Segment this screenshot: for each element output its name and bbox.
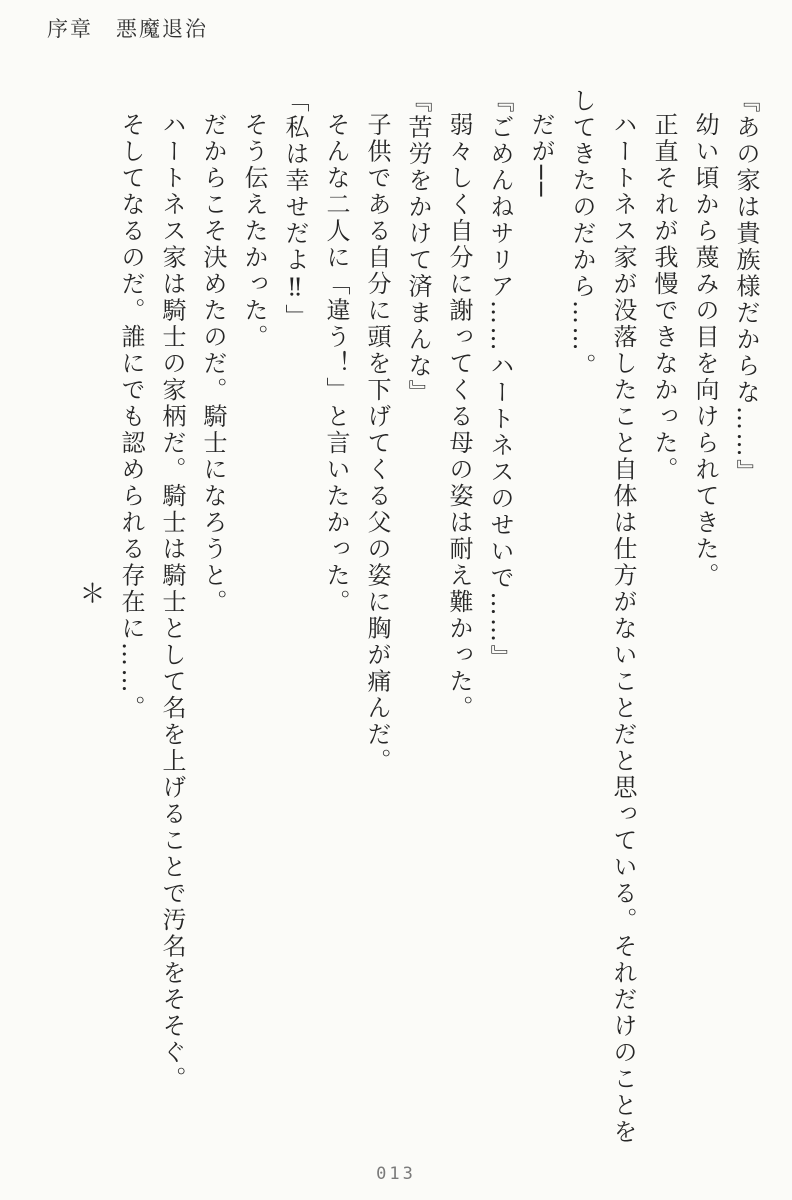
text-line: してきたのだから……。 (568, 88, 596, 380)
text-line: 正直それが我慢できなかった。 (650, 112, 678, 483)
chapter-header: 序章 悪魔退治 (47, 17, 208, 41)
text-line: 『苦労をかけて済まんな』 (404, 88, 432, 406)
page-number: 013 (376, 1164, 416, 1184)
text-line: そんな二人に「違う！」と言いたかった。 (322, 112, 350, 616)
text-line: 「私は幸せだよ‼」 (281, 88, 309, 331)
text-line: 弱々しく自分に謝ってくる母の姿は耐え難かった。 (445, 112, 473, 722)
text-line: ハートネス家が没落したこと自体は仕方がないことだと思っている。それだけのことを (609, 112, 637, 1146)
text-line: そう伝えたかった。 (240, 112, 268, 351)
text-line: 『あの家は貴族様だからな……』 (732, 88, 760, 486)
text-line: 幼い頃から蔑みの目を向けられてきた。 (691, 112, 719, 589)
text-line: 『ごめんねサリア……ハートネスのせいで……』 (486, 88, 514, 671)
text-line: そしてなるのだ。誰にでも認められる存在に……。 (117, 112, 145, 722)
text-line: ハートネス家は騎士の家柄だ。騎士は騎士として名を上げることで汚名をそそぐ。 (158, 112, 186, 1093)
text-line: だからこそ決めたのだ。騎士になろうと。 (199, 112, 227, 616)
text-body (69, 88, 766, 1160)
text-line: 子供である自分に頭を下げてくる父の姿に胸が痛んだ。 (363, 112, 391, 775)
section-separator: ＊ (75, 580, 105, 606)
text-line: だが── (527, 112, 555, 199)
